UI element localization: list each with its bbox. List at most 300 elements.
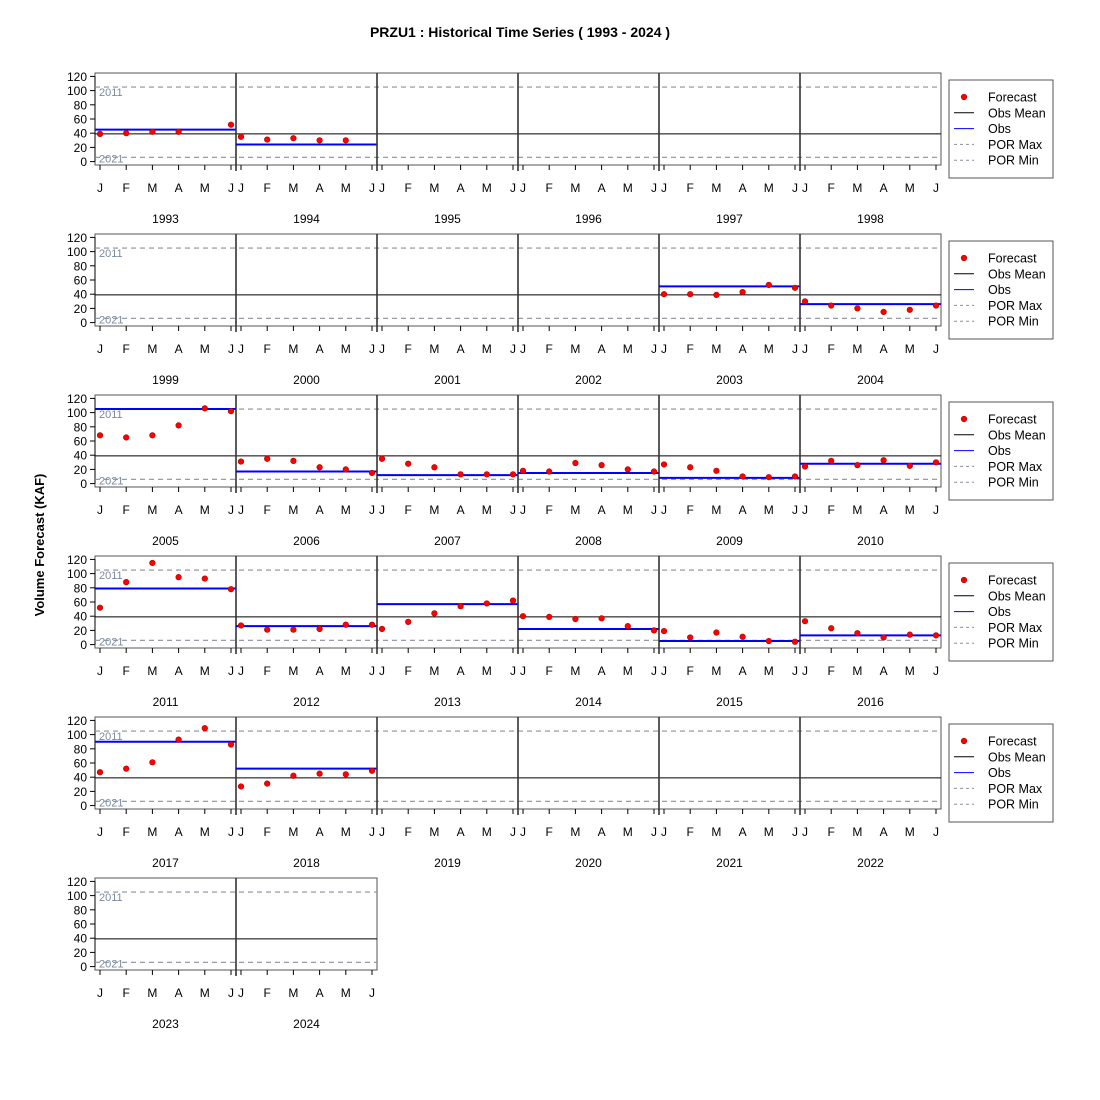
month-label: F — [122, 342, 130, 356]
month-label: A — [174, 342, 183, 356]
y-axis-label: Volume Forecast (KAF) — [32, 473, 47, 617]
forecast-point — [510, 472, 516, 478]
legend-label: POR Max — [988, 459, 1043, 474]
forecast-point — [228, 408, 234, 414]
month-label: M — [429, 825, 440, 839]
year-label: 2022 — [857, 856, 884, 870]
forecast-point — [661, 291, 667, 297]
month-label: A — [174, 503, 183, 517]
forecast-point — [343, 622, 349, 628]
month-label: J — [510, 503, 516, 517]
forecast-point — [369, 470, 375, 476]
month-label: F — [404, 664, 412, 678]
forecast-point — [97, 769, 103, 775]
y-tick-label: 80 — [73, 742, 87, 757]
year-label: 1998 — [857, 212, 884, 226]
y-tick-label: 120 — [66, 713, 87, 728]
y-tick-label: 100 — [66, 84, 87, 99]
forecast-point — [317, 464, 323, 470]
month-label: M — [199, 664, 210, 678]
month-label: J — [520, 664, 526, 678]
year-panel — [236, 395, 377, 548]
y-tick-label: 0 — [80, 638, 87, 653]
panels — [67, 70, 1053, 1031]
month-label: J — [520, 825, 526, 839]
month-label: F — [686, 503, 694, 517]
y-tick-label: 0 — [80, 960, 87, 975]
month-label: J — [802, 503, 808, 517]
month-label: J — [933, 181, 939, 195]
forecast-point — [264, 781, 270, 787]
month-label: F — [827, 181, 835, 195]
forecast-point — [599, 616, 605, 622]
month-label: A — [315, 986, 324, 1000]
y-tick-label: 60 — [73, 756, 87, 771]
month-label: M — [570, 664, 581, 678]
y-tick-label: 20 — [73, 301, 87, 316]
forecast-point — [264, 456, 270, 462]
legend-label: POR Min — [988, 314, 1039, 329]
y-tick-label: 20 — [73, 462, 87, 477]
forecast-point — [97, 131, 103, 137]
month-label: M — [288, 342, 299, 356]
y-tick-label: 60 — [73, 112, 87, 127]
year-label: 2021 — [716, 856, 743, 870]
month-label: A — [738, 342, 747, 356]
legend-forecast-symbol — [961, 94, 967, 100]
forecast-point — [599, 462, 605, 468]
y-tick-label: 40 — [73, 609, 87, 624]
legend — [949, 563, 1053, 661]
year-label: 1997 — [716, 212, 743, 226]
forecast-point — [792, 474, 798, 480]
year-panel — [377, 234, 516, 387]
month-label: M — [199, 986, 210, 1000]
year-label: 2020 — [575, 856, 602, 870]
month-label: A — [879, 664, 888, 678]
forecast-point — [766, 638, 772, 644]
forecast-point — [907, 307, 913, 313]
month-label: J — [792, 342, 798, 356]
month-label: M — [763, 825, 774, 839]
forecast-point — [802, 464, 808, 470]
forecast-point — [573, 616, 579, 622]
month-label: M — [288, 986, 299, 1000]
month-label: F — [686, 825, 694, 839]
year-panel — [800, 556, 941, 709]
forecast-point — [432, 611, 438, 617]
month-label: A — [456, 503, 465, 517]
month-label: M — [481, 825, 492, 839]
forecast-point — [343, 772, 349, 778]
month-label: J — [792, 181, 798, 195]
month-label: M — [852, 342, 863, 356]
forecast-point — [228, 742, 234, 748]
forecast-point — [714, 292, 720, 298]
month-label: A — [738, 664, 747, 678]
month-label: J — [802, 664, 808, 678]
month-label: M — [288, 825, 299, 839]
forecast-point — [881, 457, 887, 463]
year-label: 2002 — [575, 373, 602, 387]
y-tick-label: 40 — [73, 931, 87, 946]
month-label: M — [429, 503, 440, 517]
forecast-point — [176, 129, 182, 135]
y-tick-label: 60 — [73, 273, 87, 288]
month-label: F — [404, 342, 412, 356]
forecast-point — [766, 474, 772, 480]
forecast-point — [291, 773, 297, 779]
legend-label: Forecast — [988, 251, 1037, 266]
month-label: A — [738, 181, 747, 195]
forecast-point — [291, 627, 297, 633]
month-label: F — [827, 342, 835, 356]
year-label: 2000 — [293, 373, 320, 387]
legend-label: Obs — [988, 283, 1011, 298]
month-label: J — [97, 342, 103, 356]
month-label: J — [97, 664, 103, 678]
month-label: M — [288, 503, 299, 517]
forecast-point — [176, 423, 182, 429]
y-tick-label: 0 — [80, 155, 87, 170]
month-label: M — [622, 825, 633, 839]
month-label: J — [802, 825, 808, 839]
legend-label: POR Max — [988, 620, 1043, 635]
month-label: M — [622, 664, 633, 678]
legend-label: Forecast — [988, 412, 1037, 427]
forecast-point — [687, 635, 693, 641]
por-max-label: 2011 — [99, 87, 123, 100]
month-label: J — [228, 986, 234, 1000]
month-label: J — [97, 986, 103, 1000]
forecast-point — [651, 628, 657, 634]
legend-label: Obs Mean — [988, 106, 1046, 121]
month-label: M — [147, 342, 158, 356]
month-label: J — [933, 342, 939, 356]
month-label: M — [570, 825, 581, 839]
month-label: M — [481, 503, 492, 517]
month-label: A — [174, 825, 183, 839]
forecast-point — [484, 601, 490, 607]
forecast-point — [317, 771, 323, 777]
month-label: J — [661, 825, 667, 839]
month-label: M — [711, 825, 722, 839]
legend-label: Forecast — [988, 734, 1037, 749]
month-label: J — [379, 181, 385, 195]
forecast-point — [150, 560, 156, 566]
y-tick-label: 80 — [73, 420, 87, 435]
y-tick-label: 40 — [73, 770, 87, 785]
forecast-point — [651, 469, 657, 475]
year-panel — [377, 73, 516, 226]
month-label: M — [904, 664, 915, 678]
por-max-label: 2011 — [99, 570, 123, 583]
forecast-point — [150, 129, 156, 135]
month-label: J — [379, 664, 385, 678]
forecast-point — [661, 462, 667, 468]
year-panel — [800, 234, 941, 387]
year-label: 2010 — [857, 534, 884, 548]
year-panel — [97, 326, 234, 387]
month-label: F — [686, 181, 694, 195]
y-tick-label: 120 — [66, 391, 87, 406]
forecast-point — [405, 461, 411, 467]
month-label: M — [429, 342, 440, 356]
month-label: J — [520, 181, 526, 195]
month-label: J — [933, 825, 939, 839]
month-label: F — [122, 181, 130, 195]
y-tick-label: 100 — [66, 567, 87, 582]
forecast-point — [369, 768, 375, 774]
forecast-point — [458, 472, 464, 478]
month-label: J — [238, 342, 244, 356]
month-label: A — [879, 342, 888, 356]
forecast-point — [150, 433, 156, 439]
y-tick-label: 60 — [73, 595, 87, 610]
year-panel — [236, 73, 377, 226]
por-min-label: 2021 — [99, 475, 124, 488]
month-label: F — [545, 342, 553, 356]
forecast-point — [369, 622, 375, 628]
forecast-point — [458, 603, 464, 609]
forecast-point — [97, 433, 103, 439]
y-tick-label: 120 — [66, 552, 87, 567]
month-label: J — [792, 664, 798, 678]
panel-row — [67, 875, 377, 1031]
month-label: M — [622, 342, 633, 356]
month-label: M — [340, 503, 351, 517]
month-label: F — [263, 664, 271, 678]
y-tick-label: 80 — [73, 903, 87, 918]
year-label: 2019 — [434, 856, 461, 870]
month-label: M — [481, 342, 492, 356]
legend-label: POR Min — [988, 797, 1039, 812]
legend-label: POR Min — [988, 475, 1039, 490]
year-panel — [236, 878, 375, 1031]
year-label: 2024 — [293, 1017, 320, 1031]
forecast-point — [907, 463, 913, 469]
month-label: J — [97, 825, 103, 839]
y-tick-label: 60 — [73, 434, 87, 449]
month-label: F — [263, 503, 271, 517]
forecast-point — [264, 627, 270, 633]
forecast-point — [202, 576, 208, 582]
month-label: F — [545, 664, 553, 678]
month-label: M — [288, 664, 299, 678]
month-label: A — [315, 342, 324, 356]
month-label: A — [174, 664, 183, 678]
month-label: F — [686, 342, 694, 356]
year-label: 2004 — [857, 373, 884, 387]
month-label: A — [597, 342, 606, 356]
y-tick-label: 0 — [80, 799, 87, 814]
month-label: M — [199, 503, 210, 517]
year-panel — [800, 73, 939, 226]
month-label: J — [933, 664, 939, 678]
year-panel — [659, 556, 800, 709]
forecast-point — [379, 626, 385, 632]
legend — [949, 724, 1053, 822]
month-label: J — [97, 503, 103, 517]
month-label: M — [852, 503, 863, 517]
month-label: M — [147, 503, 158, 517]
forecast-point — [933, 459, 939, 465]
forecast-point — [484, 472, 490, 478]
month-label: M — [199, 342, 210, 356]
month-label: A — [879, 825, 888, 839]
legend-forecast-symbol — [961, 255, 967, 261]
forecast-point — [238, 459, 244, 465]
month-label: A — [456, 664, 465, 678]
forecast-point — [317, 137, 323, 143]
year-label: 2001 — [434, 373, 461, 387]
month-label: J — [238, 825, 244, 839]
y-tick-label: 40 — [73, 126, 87, 141]
forecast-point — [291, 458, 297, 464]
forecast-point — [238, 134, 244, 140]
forecast-point — [238, 784, 244, 790]
month-label: M — [852, 181, 863, 195]
month-label: J — [651, 181, 657, 195]
legend-label: POR Max — [988, 298, 1043, 313]
month-label: M — [904, 342, 915, 356]
month-label: J — [369, 825, 375, 839]
month-label: M — [570, 503, 581, 517]
month-label: F — [122, 986, 130, 1000]
forecast-point — [97, 605, 103, 611]
forecast-point — [291, 135, 297, 141]
month-label: M — [904, 825, 915, 839]
forecast-point — [317, 626, 323, 632]
year-panel — [377, 717, 516, 870]
y-tick-label: 100 — [66, 406, 87, 421]
y-tick-label: 0 — [80, 477, 87, 492]
month-label: F — [827, 825, 835, 839]
month-label: M — [147, 664, 158, 678]
year-label: 2006 — [293, 534, 320, 548]
month-label: M — [340, 986, 351, 1000]
year-label: 2005 — [152, 534, 179, 548]
legend-forecast-symbol — [961, 738, 967, 744]
year-panel — [518, 73, 657, 226]
month-label: F — [827, 503, 835, 517]
month-label: J — [510, 825, 516, 839]
forecast-point — [202, 725, 208, 731]
legend-forecast-symbol — [961, 416, 967, 422]
legend-label: Forecast — [988, 90, 1037, 105]
panel-row — [67, 231, 1053, 387]
month-label: J — [238, 986, 244, 1000]
month-label: J — [792, 503, 798, 517]
legend-label: Obs — [988, 766, 1011, 781]
month-label: J — [228, 664, 234, 678]
legend — [949, 80, 1053, 178]
year-label: 1996 — [575, 212, 602, 226]
month-label: M — [711, 342, 722, 356]
month-label: M — [340, 825, 351, 839]
forecast-point — [202, 406, 208, 412]
month-label: M — [763, 181, 774, 195]
por-max-label: 2011 — [99, 409, 123, 422]
month-label: A — [456, 342, 465, 356]
month-label: A — [738, 503, 747, 517]
month-label: A — [315, 825, 324, 839]
month-label: M — [622, 503, 633, 517]
forecast-point — [176, 574, 182, 580]
year-label: 1993 — [152, 212, 179, 226]
forecast-point — [881, 635, 887, 641]
forecast-point — [828, 625, 834, 631]
y-tick-label: 80 — [73, 259, 87, 274]
forecast-point — [792, 285, 798, 291]
forecast-point — [520, 613, 526, 619]
month-label: M — [622, 181, 633, 195]
month-label: J — [661, 181, 667, 195]
y-tick-label: 120 — [66, 230, 87, 245]
month-label: J — [792, 825, 798, 839]
month-label: M — [429, 181, 440, 195]
forecast-point — [907, 632, 913, 638]
year-label: 1999 — [152, 373, 179, 387]
month-label: M — [147, 986, 158, 1000]
year-panel — [236, 717, 377, 870]
year-panel — [518, 395, 659, 548]
y-tick-label: 0 — [80, 316, 87, 331]
panel-row — [67, 553, 1053, 709]
forecast-point — [740, 634, 746, 640]
forecast-point — [405, 619, 411, 625]
month-label: F — [827, 664, 835, 678]
year-label: 2008 — [575, 534, 602, 548]
forecast-point — [238, 623, 244, 629]
year-panel — [377, 556, 518, 709]
month-label: A — [879, 503, 888, 517]
y-tick-label: 100 — [66, 728, 87, 743]
month-label: J — [651, 825, 657, 839]
y-tick-label: 60 — [73, 917, 87, 932]
forecast-point — [546, 469, 552, 475]
forecast-point — [573, 460, 579, 466]
forecast-point — [661, 628, 667, 634]
forecast-point — [802, 618, 808, 624]
forecast-point — [123, 130, 129, 136]
legend-label: POR Max — [988, 781, 1043, 796]
month-label: J — [510, 342, 516, 356]
month-label: M — [340, 342, 351, 356]
forecast-point — [933, 303, 939, 309]
year-label: 1994 — [293, 212, 320, 226]
month-label: M — [288, 181, 299, 195]
forecast-point — [546, 614, 552, 620]
year-panel — [659, 717, 798, 870]
forecast-point — [687, 464, 693, 470]
month-label: F — [404, 181, 412, 195]
year-panel — [377, 395, 518, 548]
month-label: M — [340, 664, 351, 678]
y-tick-label: 20 — [73, 623, 87, 638]
legend-label: Obs — [988, 605, 1011, 620]
month-label: A — [315, 503, 324, 517]
por-max-label: 2011 — [99, 248, 123, 261]
year-label: 2012 — [293, 695, 320, 709]
forecast-point — [625, 623, 631, 629]
month-label: M — [147, 825, 158, 839]
legend-label: POR Min — [988, 636, 1039, 651]
month-label: M — [429, 664, 440, 678]
month-label: J — [379, 503, 385, 517]
month-label: A — [597, 664, 606, 678]
month-label: F — [122, 664, 130, 678]
